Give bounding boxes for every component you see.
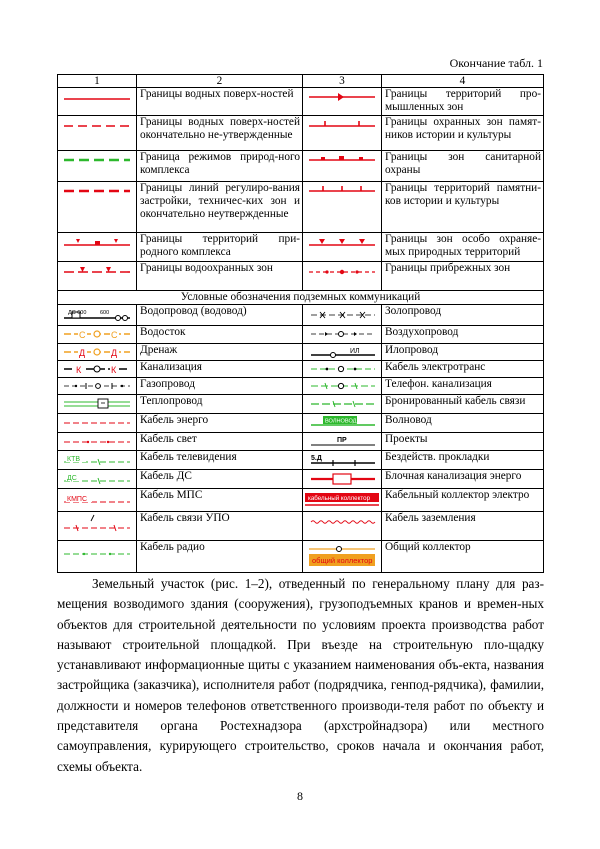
radio-cable-symbol (58, 540, 137, 572)
common-collector-symbol (303, 540, 382, 572)
table-caption: Окончание табл. 1 (449, 56, 543, 70)
row-label: Границы территорий при-родного комплекса (137, 232, 303, 261)
table-row (58, 115, 544, 150)
tv-cable-symbol (58, 450, 137, 469)
svg-text:ДС: ДС (67, 474, 77, 482)
row-label: Границы водоохранных зон (137, 261, 303, 290)
table-row (58, 181, 544, 232)
table-row (58, 325, 544, 343)
gas-pipe-symbol (58, 377, 137, 394)
row-label: Канализация (137, 360, 303, 377)
row-label: Кабель МПС (137, 488, 303, 511)
row-label: Границы водных поверх-ностей окончательно не-утвержденные (137, 115, 303, 150)
page-number: 8 (297, 789, 303, 803)
table-row (58, 540, 544, 572)
svg-text:КМПС: КМПС (67, 495, 87, 503)
table-row (58, 450, 544, 469)
row-label: Водопровод (водовод) (137, 304, 303, 325)
row-label: Блочная канализация энерго (382, 469, 544, 488)
table-row (58, 511, 544, 540)
water-pipe-symbol (58, 304, 137, 325)
electric-transport-cable-symbol (303, 360, 382, 377)
svg-text:кабельный коллектор: кабельный коллектор (308, 494, 371, 502)
paragraph-text: Земельный участок (рис. 1–2), отведенный по генеральному плану для раз-мещения возводимого здания (сооружения), грузоподъемных кранов и времен-ных объектов для строительной деятельности по условиям проекта производства работ называют строительной площадкой. При въезде на строительную пло-щадку устанавливают информационные щиты с указанием наименования объ-екта, названия застройщика (заказчика), исполнителя работ (подрядчика, генпод-рядчика), фамилии, должности и номеров телефонов ответственного производи-теля работ по объекту и представителя органа Ростехнадзора (архстройнадзора) или местного самоуправления, курирующего строительство, сроков начала и окончания работ, схемы объекта. (57, 576, 544, 774)
svg-text:600: 600 (100, 309, 110, 316)
column-header-2: 2 (137, 75, 303, 88)
red-line-squares-symbol (303, 150, 382, 181)
row-label: Границы зон санитарной охраны (382, 150, 544, 181)
row-label: Газопровод (137, 377, 303, 394)
column-header-4: 4 (382, 75, 544, 88)
row-label: Кабель свет (137, 432, 303, 450)
sewer-symbol (58, 360, 137, 377)
table-row (58, 232, 544, 261)
cable-collector-symbol (303, 488, 382, 511)
svg-text:ВОЛНОВОД: ВОЛНОВОД (325, 418, 357, 425)
table-row (58, 360, 544, 377)
column-header-3: 3 (303, 75, 382, 88)
armored-cable-symbol (303, 394, 382, 413)
heat-pipe-symbol (58, 394, 137, 413)
table-header-row (58, 75, 544, 88)
svg-text:К: К (76, 364, 82, 375)
row-label: Границы линий регулиро-вания застройки, техничес-ких зон и окончательно неутвержденные (137, 181, 303, 232)
dashed-red-line-symbol (58, 115, 137, 150)
ash-pipe-symbol (303, 304, 382, 325)
table-row (58, 432, 544, 450)
svg-text:ИЛ: ИЛ (350, 347, 360, 355)
section-title-row (58, 290, 544, 304)
red-line-ticks-up-symbol (303, 181, 382, 232)
solid-red-line-symbol (58, 88, 137, 116)
svg-text:Д: Д (79, 347, 86, 358)
row-label: Кабель телевидения (137, 450, 303, 469)
row-label: Водосток (137, 325, 303, 343)
table-row (58, 88, 544, 116)
row-label: Кабель связи УПО (137, 511, 303, 540)
row-label: Граница режимов природ-ного комплекса (137, 150, 303, 181)
row-label: Границы территорий памятни-ков истории и культуры (382, 181, 544, 232)
svg-text:С: С (111, 329, 118, 340)
table-row (58, 469, 544, 488)
air-pipe-symbol (303, 325, 382, 343)
row-label: Воздухопровод (382, 325, 544, 343)
row-label: Границы охранных зон памят-ников истории и культуры (382, 115, 544, 150)
table-row (58, 261, 544, 290)
row-label: Дренаж (137, 343, 303, 360)
legend-table (57, 74, 544, 573)
svg-text:ПР: ПР (337, 436, 347, 444)
svg-text:КТВ: КТВ (67, 455, 81, 463)
row-label: Общий коллектор (382, 540, 544, 572)
row-label: Кабель заземления (382, 511, 544, 540)
row-label: Границы водных поверх-ностей (137, 88, 303, 116)
ground-cable-symbol (303, 511, 382, 540)
table-row (58, 377, 544, 394)
row-label: Илопровод (382, 343, 544, 360)
table-row (58, 150, 544, 181)
row-label: Границы прибрежных зон (382, 261, 544, 290)
row-label: Бездейств. прокладки (382, 450, 544, 469)
row-label: Теплопровод (137, 394, 303, 413)
row-label: Кабель энерго (137, 413, 303, 432)
table-row (58, 304, 544, 325)
block-duct-symbol (303, 469, 382, 488)
power-cable-symbol (58, 413, 137, 432)
projects-symbol (303, 432, 382, 450)
row-label: Границы территорий про-мышленных зон (382, 88, 544, 116)
row-label: Золопровод (382, 304, 544, 325)
row-label: Бронированный кабель связи (382, 394, 544, 413)
row-label: Проекты (382, 432, 544, 450)
red-line-ticks-symbol (303, 115, 382, 150)
red-line-triangles-symbol (303, 232, 382, 261)
red-dash-triangles-symbol (58, 261, 137, 290)
table-row (58, 394, 544, 413)
table-row (58, 413, 544, 432)
column-header-1: 1 (58, 75, 137, 88)
svg-text:Д: Д (111, 347, 118, 358)
svg-text:С: С (79, 329, 86, 340)
row-label: Телефон. канализация (382, 377, 544, 394)
row-label: Кабельный коллектор электро (382, 488, 544, 511)
body-paragraph (57, 574, 544, 777)
waveguide-symbol (303, 413, 382, 432)
drain-symbol (58, 325, 137, 343)
section-title: Условные обозначения подземных коммуникаций (58, 290, 544, 304)
svg-text:общий коллектор: общий коллектор (312, 555, 373, 565)
row-label: Кабель радио (137, 540, 303, 572)
phone-duct-symbol (303, 377, 382, 394)
light-cable-symbol (58, 432, 137, 450)
svg-text:К: К (111, 364, 117, 375)
upo-cable-symbol (58, 511, 137, 540)
svg-text:5.Д: 5.Д (311, 454, 322, 462)
svg-text:ДС 600: ДС 600 (68, 309, 87, 316)
red-dash-dot-line-symbol (303, 261, 382, 290)
table-row (58, 488, 544, 511)
row-label: Волновод (382, 413, 544, 432)
ds-cable-symbol (58, 469, 137, 488)
bold-dashed-red-line-symbol (58, 181, 137, 232)
inactive-symbol (303, 450, 382, 469)
row-label: Границы зон особо охраняе-мых природных территорий (382, 232, 544, 261)
dashed-green-line-symbol (58, 150, 137, 181)
silt-pipe-symbol (303, 343, 382, 360)
table-row (58, 343, 544, 360)
red-line-squares-triangles-symbol (58, 232, 137, 261)
row-label: Кабель ДС (137, 469, 303, 488)
mps-cable-symbol (58, 488, 137, 511)
red-line-arrow-symbol (303, 88, 382, 116)
row-label: Кабель электротранс (382, 360, 544, 377)
drainage-symbol (58, 343, 137, 360)
